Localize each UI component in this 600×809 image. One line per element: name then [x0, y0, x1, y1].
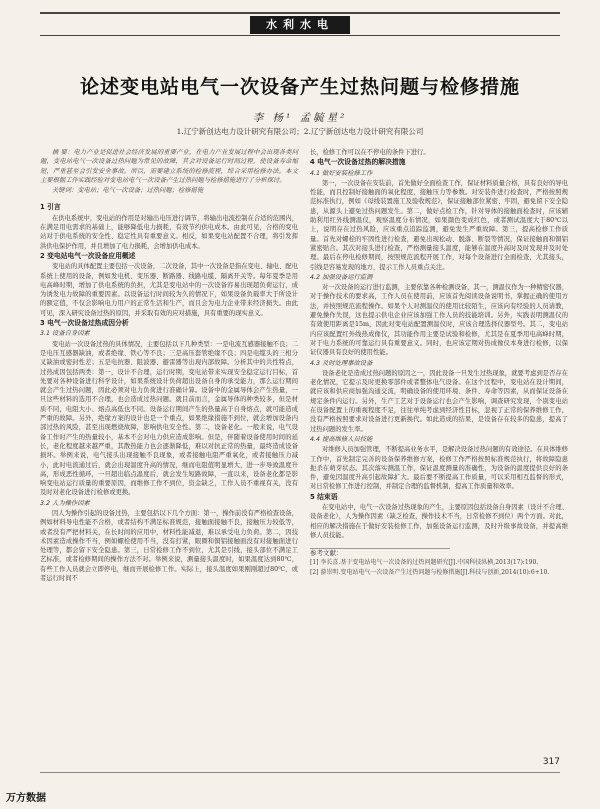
body-paragraph: 长，检修工作可以在不停电的条件下进行。	[310, 149, 430, 156]
body-paragraph: 在供电系统中，变电站的作用是对输出电压进行调节，将输出电流控制在合适的范围内，在满足用电需求的基础上，能够降低电力损耗，有效节约供电成本。由此可见，合格的变电站对于供电系统的安全性、稳定性具有重要意义。相反，如果变电站配置不合理，将引发挥洪供电保护作用，并且增加了电力损耗，会增加供电成本。	[40, 214, 298, 250]
article-title: 论述变电站电气一次设备产生过热问题与检修措施	[79, 76, 520, 98]
header-rule-top	[40, 12, 560, 14]
journal-header	[0, 0, 600, 40]
wanfang-logo: 万方数据	[6, 793, 46, 804]
right-body	[310, 148, 568, 540]
subsection-heading: 4.1 做好安装检修工作	[310, 169, 373, 177]
header-rule-bottom	[40, 35, 560, 36]
body-paragraph: 变电站一次设备过热的具体情况，主要包括以下几种类型：一是电流互感器接触不良；二是电压互感器缺油，或者绝缘、铁心等不良；三是高压套管绝缘不良；四是电缆头的三相分叉缺油或密封性差；五是电抗器、阻波器、避雷器等出现内部故障。分析其中的共性特点，过热成因包括两类：第一，设计不合理，运行时期，变电站带来实现安全稳定运行目标，首先要对各种设备进行科学设计，如果系统设计负荷超出设备自身的承受能力，那么运行期间就会产生过热问题，因此必须对电力负荷进行准确计算。设备中的金属导体会产生热量，一旦这些材料的选用不合理，也会造成过热问题。就目前而言，金属导体的种类较多，但是材质不同，电阻大小、熔点高低也不同。设备运行期间产生的热量高于自身熔点，就可能造成严重的故障。另外，绝缘方案的设计也是一个重点，如果绝缘措施不到位，就会增加设备内部过热的风险，甚至出现燃烧故障，影响供电安全性。第二，设备老化。一般来说，电气设备工作时产生的热量较小，基本不会对电力供应造成影响。但是，伴随着设备使用时间的延长，老化程度越来越严重，其散热能力也会逐渐降低，难以对抗正常的热量，最终造成设备损坏。举例来说，电气接头出现接触不良现象，或者接触电阻严重氧化，或者接触压力减小，此时电流通过后，就会出现温度升高的情况，继而电阻值明显增大，进一步导致温度升高，形成恶性循环，一旦超出临点温度后，就会发生短路故障，一直以来，设备老化都是影响变电站运行质量的重要原因，而维修工作不到位，资金缺乏，工作人员不重视有关，没有及时对老化设备进行检修或更换。	[40, 340, 298, 497]
references-list	[310, 559, 568, 577]
reference-item: [1] 李长喜.基于变电站电气一次设备的过热问题研究[J].中国科技纵横,2013(17):190.	[310, 559, 539, 567]
subsection-heading: 3.2 人为操作因素	[40, 499, 90, 507]
section-heading: 4 电气一次设备过热的解决措施	[310, 158, 406, 167]
footer-rule	[40, 772, 560, 773]
right-column	[310, 148, 568, 578]
section-label: 水利水电	[250, 16, 350, 34]
left-column	[40, 148, 298, 584]
subsection-heading: 4.4 提高维修人员技能	[310, 435, 373, 443]
article-authors: 李 杨¹ 孟毓星²	[252, 112, 348, 124]
body-paragraph: 变电站的具体配置主要包括一次设备，二次设备，其中一次设备是指在变电、输电、配电系统上使用的设备，例如发电机、变压器、断路器、线路电缆、隔离开关等。每年夏季是用电高峰时期，增加了供电系统的负担，尤其是变电站中的一次设备容易出现超负荷运行，成为诱发电力故障的重要因素。以设备运行时间较为久的情况下，如果设备负载率大于所设计的额定值，不仅会影响电力用户的正常生活和生产，而且会为电力企业带来经济损失。由此可见，深入研究设备过热的原因，并采取有效的应对措施，具有重要的现实意义。	[40, 263, 298, 317]
body-paragraph: 因人为操作引起的设备过热，主要包括以下几个方面：第一，操作前没有严格检查设备，例如材料导电性能不合格，或者结构不满足标准规范，接触面接触不良，接触压力较低等，或者没有严把材料关，在长时间的应用中，材料性能减退，难以承受电力负荷。第二，因技术因素造成操作不当，例如螺栓使用不当，没有打紧，眼圈和铜铝接触面没有对接触面进行处理等，都会留下安全隐患。第三，日常检修工作不到位，尤其是引线，接头部位不满足工艺标准，或者检修期间的操作方法不对。举例来说，测量接头温度时，如果温度达到80℃，有些工作人员就会立即停电，继而开展检修工作。实际上，接头温度如果刚刚超过80℃，或者运行时间不	[40, 509, 298, 583]
abstract-text: 摘 要：电力产业是促进社会经济发展的重要产业，在电力产业发展过程中会出现各类问题，变电站电气一次设备过热问题为常见的故障，其会对设备运行时间过程，使设备寿命缩短，严重甚至会引发安全事故。所以，需要建立系统的检修流程，综合采用检修办法。本文主要根据工作实践经验对变电站电气一次设备产生过热问题与检修措施进行了分析探讨。	[40, 149, 298, 184]
body-paragraph: 在变电站中，电气一次设备过热现象的产生，主要原因包括设备自身因素（设计不合理、设备老化），人为操作因素（缺乏检查，操作技术不当，日常检修不到位）两个方面。对此，相应的解决措施在于做好安装检修工作，加强设备运行监测，及时升级事故设备，并提高维修人员技能。	[310, 503, 568, 539]
subsection-heading: 4.3 及时处理事故设备	[310, 359, 373, 367]
subsection-heading: 3.1 设备自身因素	[40, 330, 90, 338]
left-body	[40, 203, 298, 583]
keywords: 关键词：变电站；电气一次设备；过热问题；检修措施	[52, 187, 204, 195]
section-heading: 5 结束语	[310, 492, 338, 501]
abstract	[40, 148, 298, 195]
body-paragraph: 对维修人员加强管理，不断提高业务水平，是解决设备过热问题的有效途径。在具体维修工作中，首先制定完善的设备保养维修方案，检修工作严格按照标准规范执行，将故障隐患扼杀在萌芽状态。其次落实测温工作，保证温度测量的准确性，为设备的温度提供良好的条件，避免因温度升高引起故障扩大。最后要不断提高工作质量，可以采用相互监督的形式，对日常检修工作进行控制，并制定合理的监督机制，提高工作质量和效率。	[310, 446, 568, 491]
subsection-heading: 4.2 加强设备运行监测	[310, 273, 373, 281]
body-paragraph: 设备老化是造成过热问题的原因之一，因此设备一旦发生过热现象，就要考虑到是否存在老化情况，它提示及时更换零部件或者整体电气设备。在这个过程中，变电站在设计期间，就应该和供应商加强沟通交流，明确设备的使用环境、条件、寿命等因素，从而保证设备在规定条件内运行。另外，生产工艺对于设备运行也会产生影响，调查研究发现，个别变电站在设备配置上的重视程度不足，往往单纯考虑到经济性目标，忽视了正常的保养维修工作，没有严格按照要求对设备进行更新换代。如此造成的结果，是设备存在较多的隐患，提高了过热问题的发生率。	[310, 369, 568, 433]
references-title: 参考文献：	[310, 549, 343, 558]
section-heading: 3 电气一次设备过热成因分析	[40, 319, 129, 328]
author-affiliation: 1.辽宁新创达电力设计研究有限公司；2.辽宁新创达电力设计研究有限公司	[176, 127, 424, 136]
section-heading: 1 引言	[40, 203, 61, 212]
section-heading: 2 变电站电气一次设备应用概述	[40, 251, 136, 260]
reference-item: [2] 游崇明.变电站电气一次设备产生过热问题与检修措施[J].科技与创新,2014(10):6+10.	[310, 568, 550, 576]
body-paragraph: 对一次设备的运行进行监测，主要依靠各种检测设备，其一，测温仪作为一种精密仪器，对于操作技术的要求高，工作人员在使用前，应该首先阅读设备说明书，掌握正确的使用方法，并按照规范流程操作。如果个人对测温仪的使用比较陌生，应该向有经验的人员请教，避免操作失误，这也提示供电企业应该加强工作人员的技能培训。另外，实践表明测温仪的有效使用距离是15m，因此对变电站配置测温仪时，应该合理选择仪器型号。其二，变电站内应该配置红外线热成像仪，其功能作用主要是试验和检修，尤其是在夏季用电高峰时期，对于电力系统的可靠运行具有重要意义。同时，也应该定期对热成像仪本身进行检修，以保证仪器具有良好的使用性能。	[310, 284, 568, 357]
page-number: 317	[542, 757, 560, 767]
body-paragraph: 第一，一次设备在安装前，首先做好全面检查工作，保证材料质量合格，具有良好的导电性能，而且控制好接触面的氧化程度，接触压力等参数。对安装件进行检查时，严格按照规范标准执行，例如《母线装置施工及验收规范》，保证接触部位紧密、牢固，避免留下安全隐患，从源头上避免过热问题发生。第二，做好点检工作，针对导体的接触面检查时，应该辅助利用红外线测温仪，观察温度分布情况，如果颜色变成红色，或者测试温度大于80℃以上，说明存在过热风险，应该重点追踪监测，避免发生严重故障。第三，提高检修工作质量。首先对螺栓的牢固性进行检查，避免出现松动、脱落、断裂等情况，保证接触面和铜铝紧密贴合。其次对接头进行检查，严格测量接头温度，能够在温度升高时及时发现并及时处理。最后在停电检修期间，按照规范流程开展工作，对每个设备进行全面检查，尤其接头，引线是容易发现的地方，提示工作人员重点关注。	[310, 179, 568, 271]
